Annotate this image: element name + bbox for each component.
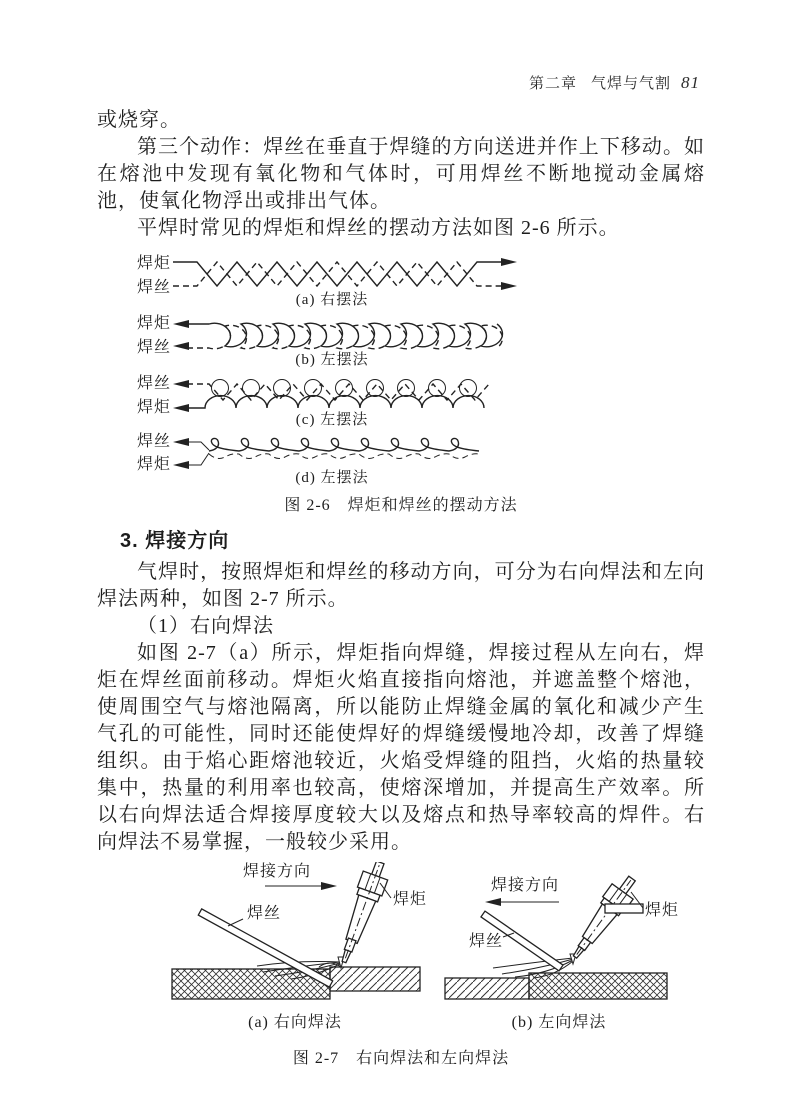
weld-seam xyxy=(445,978,529,999)
figure-2-6-row-d xyxy=(97,430,705,486)
page-header xyxy=(0,0,790,93)
section-heading: 3. 焊接方向 xyxy=(120,530,230,552)
paragraph: 平焊时常见的焊炬和焊丝的摆动方法如图 2-6 所示。 xyxy=(137,217,620,239)
swing-pattern-a-drawing xyxy=(97,250,617,296)
figure-2-7-caption: 图 2-7 右向焊法和左向焊法 xyxy=(292,1050,510,1067)
torch-label: 焊炬 xyxy=(136,456,171,473)
torch-path xyxy=(209,438,479,451)
torch-label: 焊炬 xyxy=(393,891,428,908)
figure-2-6-row-b xyxy=(97,310,705,368)
weld-direction-label: 焊接方向 xyxy=(490,877,560,894)
paragraph: 气焊时，按照焊炬和焊丝的移动方向，可分为右向焊法和左向焊法两种，如图 2-7 所示。 xyxy=(97,561,705,610)
torch-lead xyxy=(187,453,209,465)
rightward-welding-diagram xyxy=(172,862,427,1031)
subfigure-caption: (a) 右向焊法 xyxy=(248,1014,342,1031)
subfigure-caption: (d) 左摆法 xyxy=(295,470,369,486)
workpiece-unwelded xyxy=(529,973,667,999)
arrow-left-icon xyxy=(173,438,189,446)
weld-direction-label: 焊接方向 xyxy=(242,863,312,880)
arrow-left-icon xyxy=(173,461,189,469)
chapter-label: 第二章 xyxy=(528,75,577,92)
torch-label: 焊炬 xyxy=(136,399,171,416)
arrow-left-icon xyxy=(485,898,501,906)
page-number: 81 xyxy=(681,73,700,92)
arrow-left-icon xyxy=(173,404,189,412)
paragraph: 第三个动作：焊丝在垂直于焊缝的方向送进并作上下移动。如在熔池中发现有氧化物和气体时，可用焊丝不断地搅动金属熔池，使氧化物浮出或排出气体。 xyxy=(97,136,705,212)
swing-pattern-b-drawing xyxy=(97,310,617,356)
torch-path xyxy=(187,396,484,408)
weld-seam xyxy=(330,967,420,991)
torch-label: 焊炬 xyxy=(136,315,171,332)
swing-pattern-c-drawing xyxy=(97,370,617,416)
figure-2-6 xyxy=(97,250,705,515)
arrow-left-icon xyxy=(173,380,189,388)
leftward-welding-diagram xyxy=(445,871,679,1031)
wire-lead xyxy=(187,442,209,450)
wire-leader-line xyxy=(228,919,243,926)
welding-torch xyxy=(564,871,642,965)
torch-side-valve xyxy=(605,904,643,913)
sub-heading: （1）右向焊法 xyxy=(137,615,274,637)
subfigure-caption: (a) 右摆法 xyxy=(295,292,369,308)
paragraph: 如图 2-7（a）所示，焊炬指向焊缝，焊接过程从左向右，焊炬在焊丝面前移动。焊炬火焰直接指向熔池，并遮盖整个熔池，使周围空气与熔池隔离，所以能防止焊缝金属的氧化和减少产生气孔的可能性，同时还能使焊好的焊缝缓慢地冷却，改善了焊缝组织。由于焰心距熔池较近，火焰受焊缝的阻挡，火焰的热量较集中，热量的利用率也较高，使熔深增加，并提高生产效率。所以右向焊法适合焊接厚度较大以及熔点和热导率较高的焊件。右向焊法不易掌握，一般较少采用。 xyxy=(97,642,705,853)
arrow-left-icon xyxy=(173,320,189,328)
torch-loops xyxy=(212,380,477,397)
figure-2-6-row-a xyxy=(97,250,705,308)
book-title: 气焊与气割 xyxy=(590,75,671,92)
figure-2-6-row-c xyxy=(97,370,705,428)
wire-label: 焊丝 xyxy=(136,339,171,356)
subfigure-caption: (c) 左摆法 xyxy=(295,412,369,428)
figure-2-7 xyxy=(97,862,705,1068)
arrow-right-icon xyxy=(321,882,337,890)
torch-path xyxy=(173,262,501,286)
torch-path xyxy=(187,323,502,347)
subfigure-caption: (b) 左向焊法 xyxy=(511,1014,607,1031)
wire-label: 焊丝 xyxy=(136,433,171,450)
swing-pattern-d-drawing xyxy=(97,430,617,474)
wire-label: 焊丝 xyxy=(469,933,504,950)
arrow-right-icon xyxy=(501,258,517,266)
wire-label: 焊丝 xyxy=(136,279,171,296)
wire-path xyxy=(173,262,501,286)
page-content xyxy=(97,107,705,1068)
wire-label: 焊丝 xyxy=(246,905,281,922)
wire-path xyxy=(187,384,489,400)
arrow-left-icon xyxy=(173,342,189,350)
torch-label: 焊炬 xyxy=(136,255,171,272)
wire-label: 焊丝 xyxy=(136,375,171,392)
figure-2-6-caption: 图 2-6 焊炬和焊丝的摆动方法 xyxy=(284,497,518,514)
subfigure-caption: (b) 左摆法 xyxy=(295,352,369,368)
paragraph: 或烧穿。 xyxy=(97,109,181,131)
torch-label: 焊炬 xyxy=(645,902,680,919)
welding-torch xyxy=(332,862,393,966)
wire-path xyxy=(209,454,479,459)
figure-2-7-drawing xyxy=(97,862,717,1034)
arrow-right-icon xyxy=(501,282,517,290)
